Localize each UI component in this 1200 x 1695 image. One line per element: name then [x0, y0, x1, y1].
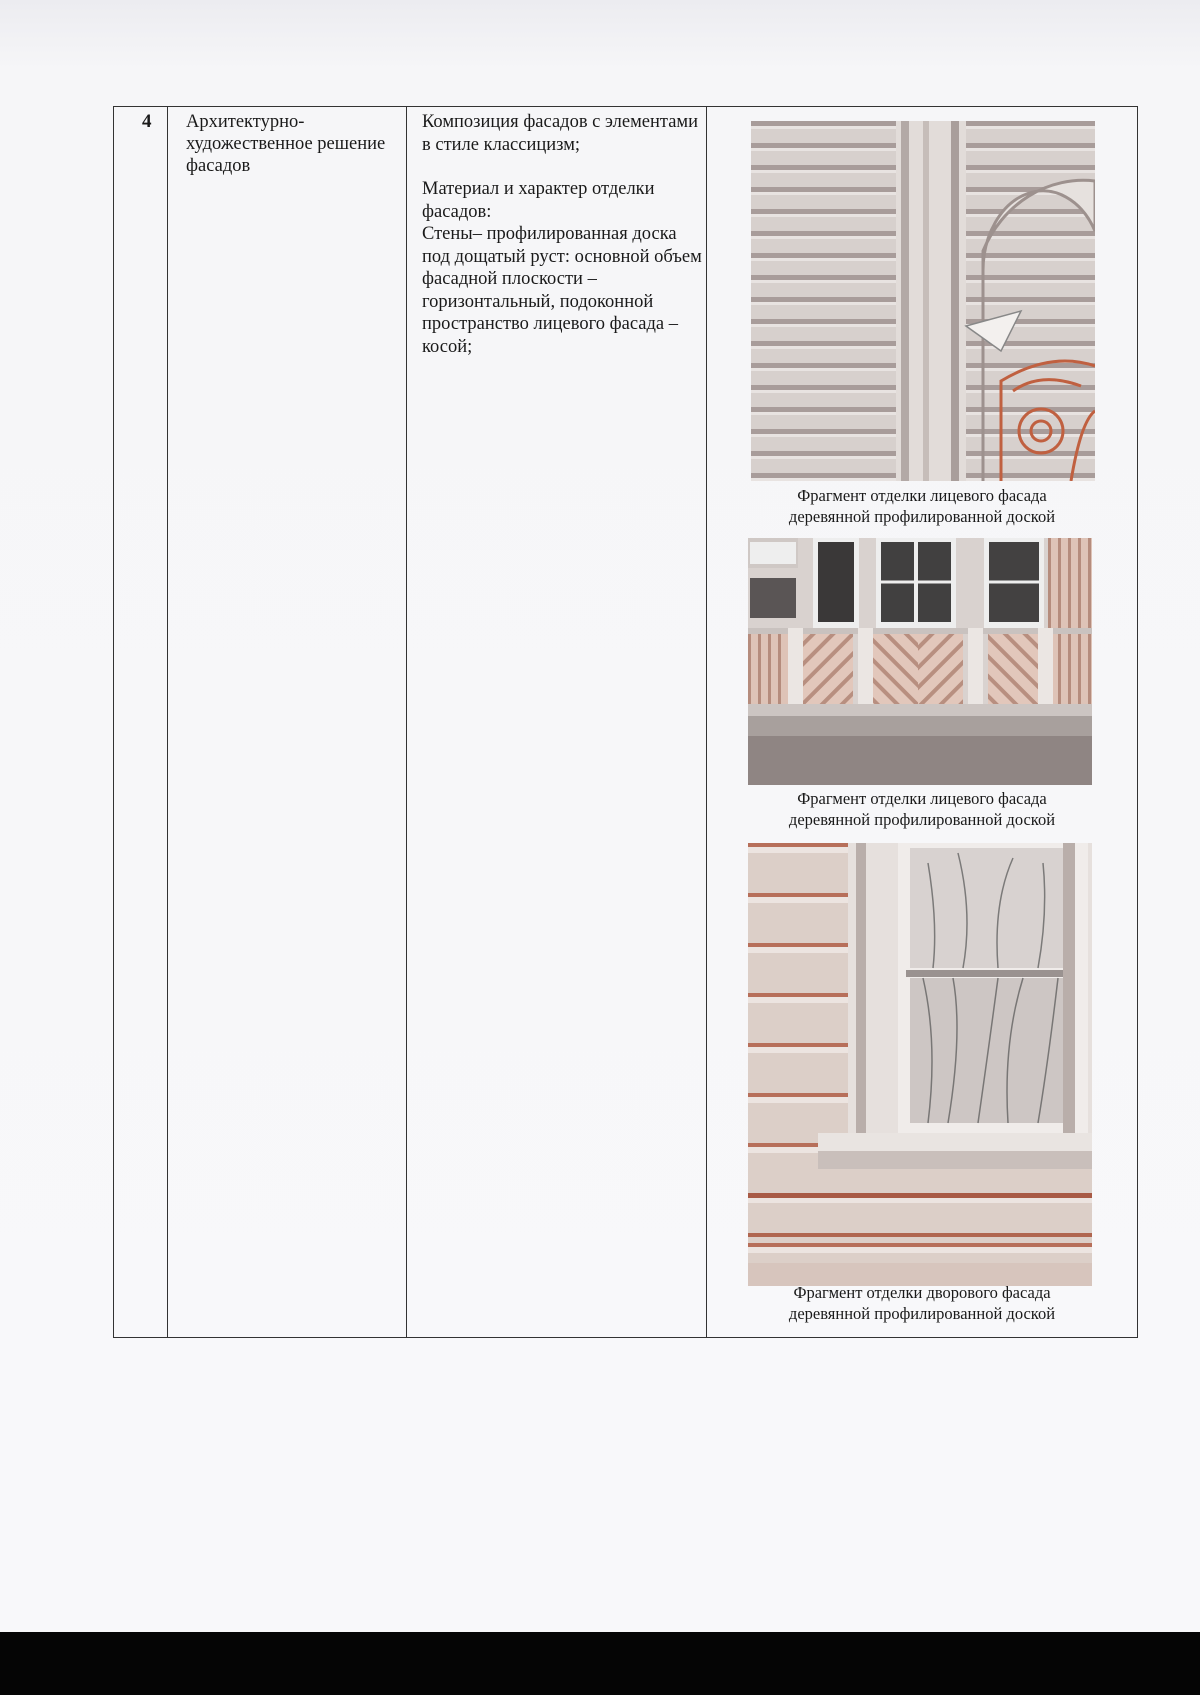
row-number: 4: [142, 111, 152, 132]
description-composition: Композиция фасадов с элементами в стиле классицизм;: [422, 112, 699, 155]
photo-courtyard-facade-fragment: [748, 843, 1092, 1286]
photo-facade-fragment-1: [751, 121, 1095, 481]
scan-bottom-edge: [0, 1632, 1200, 1695]
photo-caption-2: Фрагмент отделки лицевого фасада деревянной профилированной доской: [788, 789, 1056, 829]
photos-cell: [707, 107, 1137, 1337]
photo-caption-3: Фрагмент отделки дворового фасада деревянной профилированной доской: [788, 1283, 1056, 1323]
name-cell: [168, 107, 407, 1337]
row-description: [422, 111, 702, 380]
photo-facade-fragment-2: [748, 538, 1092, 785]
description-material: Материал и характер отделки фасадов: Стены– профилированная доска под дощатый руст: основной объем фасадной плоскости – горизонтальный, подоконной пространство лицевого фасада – косой;: [422, 179, 702, 357]
photo-caption-1: Фрагмент отделки лицевого фасада деревянной профилированной доской: [788, 486, 1056, 526]
row-name: Архитектурно-художественное решение фасадов: [186, 112, 386, 176]
number-cell: [114, 107, 168, 1337]
description-cell: [407, 107, 707, 1337]
facade-table: [113, 106, 1138, 1338]
